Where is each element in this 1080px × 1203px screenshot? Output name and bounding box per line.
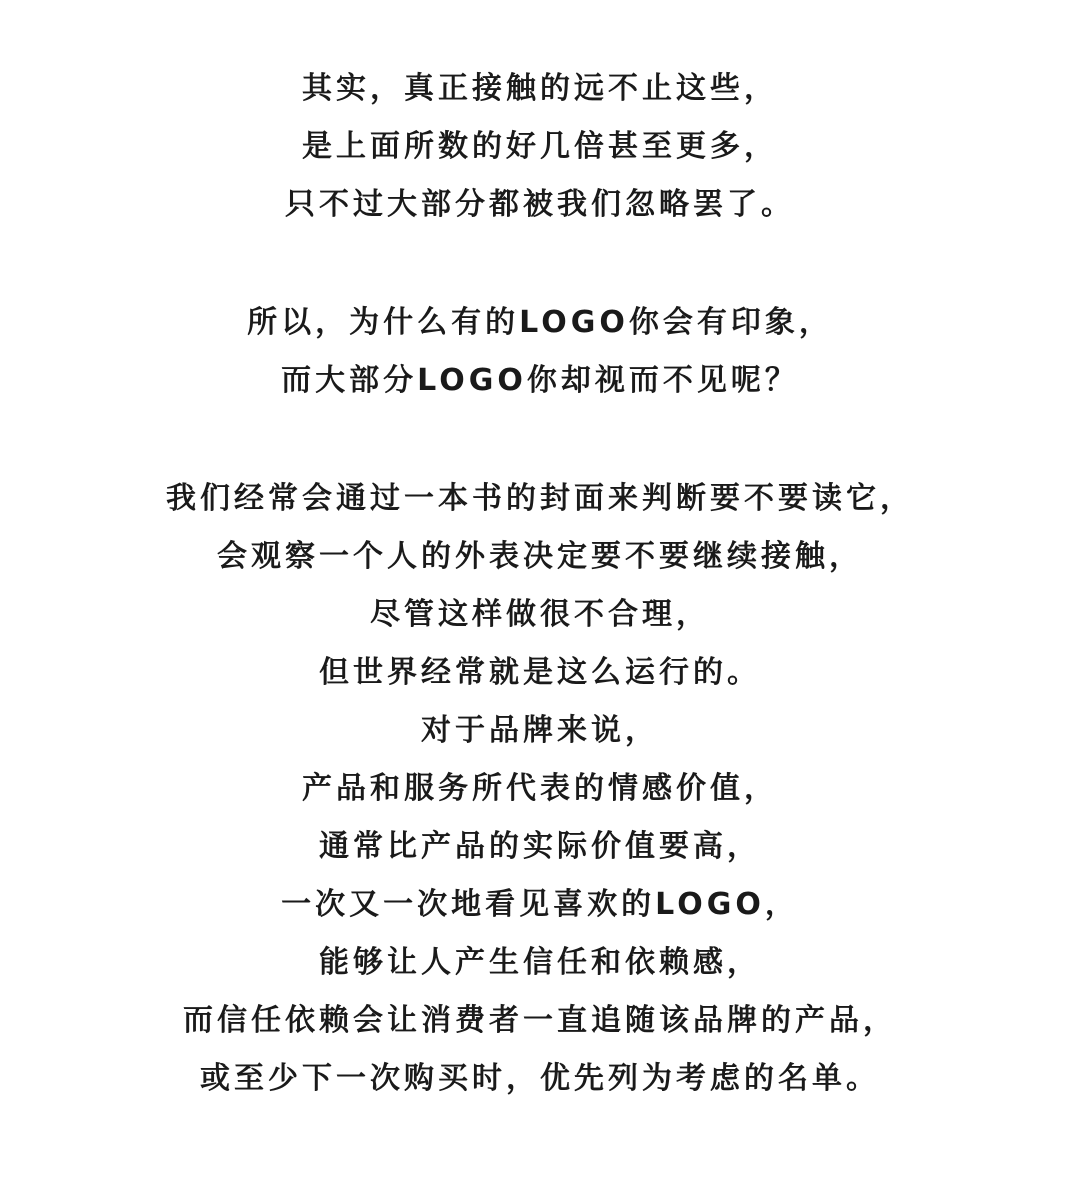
text-line: 所以，为什么有的LOGO你会有印象， [247, 305, 833, 340]
paragraph-2 [0, 294, 1080, 410]
text-line: 产品和服务所代表的情感价值， [302, 771, 778, 806]
text-line: 但世界经常就是这么运行的。 [319, 655, 761, 690]
text-line: 或至少下一次购买时，优先列为考虑的名单。 [200, 1061, 880, 1096]
paragraph-3 [0, 470, 1080, 1108]
text-line: 一次又一次地看见喜欢的LOGO， [281, 887, 799, 922]
text-line: 是上面所数的好几倍甚至更多， [302, 129, 778, 164]
text-line: 其实，真正接触的远不止这些， [302, 71, 778, 106]
text-line: 而信任依赖会让消费者一直追随该品牌的产品， [183, 1003, 897, 1038]
text-line: 能够让人产生信任和依赖感， [319, 945, 761, 980]
text-line: 会观察一个人的外表决定要不要继续接触， [217, 539, 863, 574]
text-line: 我们经常会通过一本书的封面来判断要不要读它， [166, 481, 914, 516]
text-line: 而大部分LOGO你却视而不见呢？ [281, 363, 799, 398]
text-line: 通常比产品的实际价值要高， [319, 829, 761, 864]
text-line: 只不过大部分都被我们忽略罢了。 [285, 187, 795, 222]
paragraph-1 [0, 60, 1080, 234]
text-line: 对于品牌来说， [421, 713, 659, 748]
text-line: 尽管这样做很不合理， [370, 597, 710, 632]
